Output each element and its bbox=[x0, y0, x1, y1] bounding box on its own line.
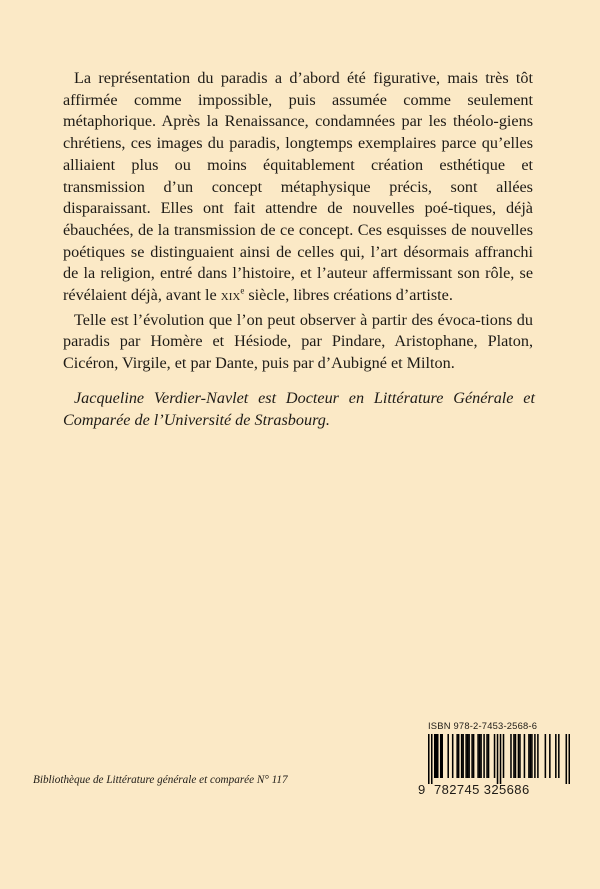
blurb bbox=[63, 68, 533, 375]
barcode-bar bbox=[566, 734, 568, 784]
barcode-bar bbox=[428, 734, 430, 784]
barcode-bar bbox=[437, 734, 439, 778]
barcode-digits: 782745 325686 bbox=[434, 782, 530, 797]
barcode-bar bbox=[468, 734, 470, 778]
barcode-bar bbox=[434, 734, 436, 778]
barcode-bar bbox=[515, 734, 517, 778]
barcode-bar bbox=[524, 734, 526, 778]
barcode-bar bbox=[494, 734, 496, 778]
barcode-bar bbox=[558, 734, 560, 778]
series-title: Bibliothèque de Littérature générale et comparée N° 117 bbox=[33, 774, 288, 786]
isbn-label: ISBN 978-2-7453-2568-6 bbox=[428, 720, 538, 731]
barcode-first-digit: 9 bbox=[418, 782, 426, 797]
barcode-bar bbox=[452, 734, 454, 778]
barcode-bar bbox=[483, 734, 485, 778]
barcode-bar bbox=[531, 734, 533, 778]
blurb-p1-text: La représentation du paradis a d’abord été figurative, mais très tôt affirmée comme impossible, puis assumée comme seulement métaphorique. Après la Renaissance, condamnées par les théolo-giens chrétiens, ces images du paradis, longtemps exemplaires parce qu’elles alliaient plus ou moins équitablement création esthétique et transmission d’un concept métaphysique précis, sont allées disparaissant. Elles ont fait attendre de nouvelles poé-tiques, déjà ébauchées, de la transmission de ce concept. Ces esquisses de nouvelles poétiques se distinguaient ainsi de celles qui, l’art désormais affranchi de la religion, entré dans l’histoire, et l’auteur affermissant son rôle, se révélaient déjà, avant le bbox=[63, 69, 533, 305]
barcode-bar bbox=[497, 734, 499, 784]
barcode-bar bbox=[537, 734, 539, 778]
author-note: Jacqueline Verdier-Navlet est Docteur en Littérature Générale et Comparée de l’Université de Strasbourg. bbox=[63, 389, 535, 429]
barcode-bar bbox=[473, 734, 475, 778]
blurb-p1-end: siècle, libres créations d’artiste. bbox=[244, 286, 453, 305]
barcode-bar bbox=[462, 734, 464, 778]
barcode-bar bbox=[456, 734, 458, 778]
barcode-bar bbox=[519, 734, 521, 778]
barcode-bar bbox=[480, 734, 482, 778]
blurb-paragraph-1 bbox=[63, 68, 533, 308]
barcode-bars bbox=[428, 734, 570, 784]
barcode-bar bbox=[569, 734, 570, 784]
barcode-bar bbox=[440, 734, 442, 778]
barcode-block bbox=[418, 720, 570, 806]
barcode-bar bbox=[477, 734, 479, 778]
barcode-bar bbox=[467, 734, 469, 778]
barcode-bar bbox=[503, 734, 505, 778]
barcode-bar bbox=[534, 734, 536, 778]
barcode-bar bbox=[479, 734, 481, 778]
barcode-bar bbox=[555, 734, 557, 778]
barcode-bar bbox=[488, 734, 490, 778]
barcode-bar bbox=[518, 734, 520, 778]
barcode-bar bbox=[510, 734, 512, 778]
barcode-bar bbox=[471, 734, 473, 778]
barcode-bar bbox=[431, 734, 433, 784]
barcode-bar bbox=[513, 734, 515, 778]
century-superscript: e bbox=[240, 285, 245, 296]
barcode-bar bbox=[486, 734, 488, 778]
barcode-bar bbox=[441, 734, 443, 778]
century-numeral: xix bbox=[220, 288, 241, 305]
barcode-bar bbox=[435, 734, 437, 778]
barcode-bar bbox=[500, 734, 502, 784]
barcode-bar bbox=[447, 734, 449, 778]
barcode-bar bbox=[461, 734, 463, 778]
barcode-bar bbox=[530, 734, 532, 778]
barcode-bar bbox=[458, 734, 460, 778]
barcode-bar bbox=[465, 734, 467, 778]
barcode-bar bbox=[528, 734, 530, 778]
barcode-bar bbox=[545, 734, 547, 778]
blurb-paragraph-2: Telle est l’évolution que l’on peut observer à partir des évoca-tions du paradis par Homère et Hésiode, par Pindare, Aristophane, Platon, Cicéron, Virgile, et par Dante, puis par d’Aubigné et Milton. bbox=[63, 310, 533, 373]
barcode-bar bbox=[549, 734, 551, 778]
